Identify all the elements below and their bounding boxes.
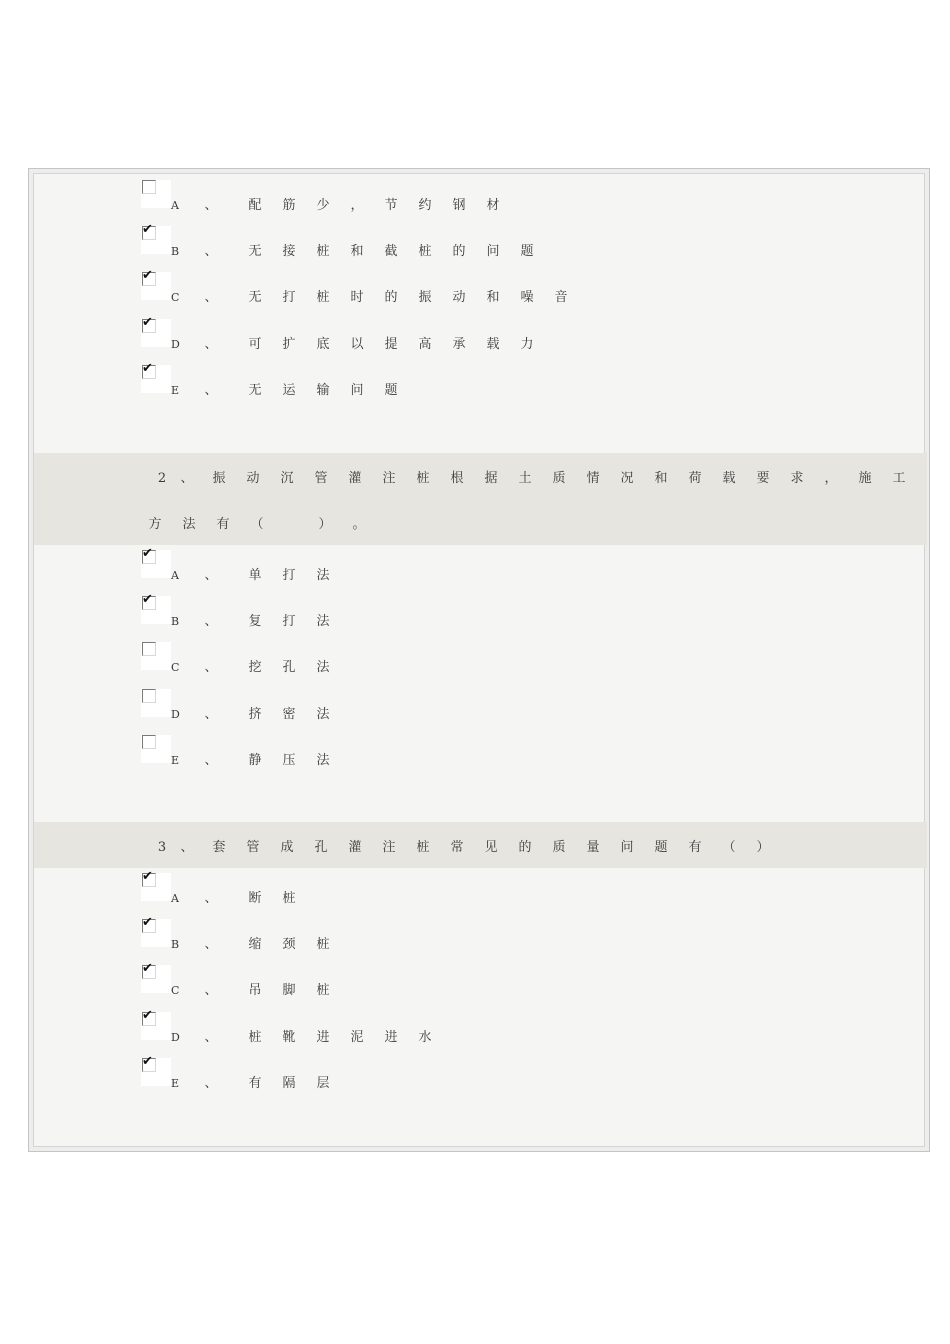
glyph: 方: [148, 516, 162, 532]
glyph: 量: [586, 839, 600, 855]
option-checkbox[interactable]: [141, 689, 171, 717]
option-checkbox[interactable]: [141, 869, 171, 901]
glyph: 求: [790, 470, 804, 486]
glyph: 的: [452, 244, 466, 260]
stem-text: [202, 836, 780, 855]
glyph: 约: [418, 198, 432, 213]
glyph: 进: [316, 1029, 330, 1045]
glyph: 问: [486, 244, 500, 260]
glyph: 根: [450, 470, 464, 486]
glyph: 法: [316, 660, 330, 676]
glyph: 题: [520, 244, 534, 260]
glyph: 时: [350, 290, 364, 306]
option-e[interactable]: [141, 360, 408, 398]
glyph: 桩: [416, 839, 430, 855]
glyph: 的: [384, 290, 398, 306]
glyph: ）: [756, 839, 770, 855]
glyph: 情: [586, 470, 600, 486]
glyph: 靴: [282, 1029, 296, 1045]
glyph: 无: [248, 244, 262, 260]
glyph: 打: [282, 290, 296, 306]
question-number: [152, 836, 202, 855]
glyph: （: [722, 839, 736, 855]
option-text: [238, 1072, 340, 1091]
option-c[interactable]: [141, 961, 340, 999]
option-label: [171, 180, 510, 213]
option-label: [171, 596, 340, 629]
glyph: 、: [204, 1029, 218, 1045]
option-checkbox[interactable]: [141, 360, 171, 393]
checkbox-box: [142, 642, 156, 656]
glyph: 提: [384, 336, 398, 352]
option-label: [171, 735, 340, 768]
glyph: 密: [282, 706, 296, 722]
glyph: 和: [486, 290, 500, 306]
stem-text: [138, 513, 376, 532]
glyph: 筋: [282, 198, 296, 213]
option-text: [238, 656, 340, 675]
glyph: 单: [248, 568, 262, 583]
glyph: 有: [216, 516, 230, 532]
check-icon: ✔: [142, 592, 153, 608]
option-label: [171, 365, 408, 398]
glyph: （: [250, 516, 264, 532]
glyph: 桩: [316, 244, 330, 260]
question-3-stem-line-1: [34, 822, 927, 868]
option-letter: E: [171, 753, 180, 767]
glyph: 、: [204, 614, 218, 630]
glyph: 振: [212, 470, 226, 486]
option-checkbox[interactable]: [141, 735, 171, 763]
glyph: 常: [450, 839, 464, 855]
glyph: 、: [180, 839, 194, 855]
glyph: 问: [350, 382, 364, 398]
glyph: 缩: [248, 937, 262, 953]
glyph: 扩: [282, 336, 296, 352]
option-a[interactable]: [141, 546, 340, 583]
glyph: 底: [316, 336, 330, 352]
option-label: [171, 319, 544, 352]
option-letter: C: [171, 661, 180, 675]
glyph: 工: [892, 470, 906, 486]
option-label: [171, 642, 340, 675]
glyph: 、: [204, 336, 218, 352]
glyph: 桩: [248, 1029, 262, 1045]
glyph: 断: [248, 891, 262, 906]
glyph: 承: [452, 336, 466, 352]
option-letter: D: [171, 707, 180, 721]
glyph: 2: [157, 470, 167, 486]
option-checkbox[interactable]: [141, 642, 171, 670]
glyph: 桩: [416, 470, 430, 486]
option-text: [238, 933, 340, 952]
check-icon: ✔: [142, 961, 153, 977]
glyph: 和: [654, 470, 668, 486]
glyph: 复: [248, 614, 262, 630]
glyph: 有: [248, 1075, 262, 1091]
glyph: 桩: [316, 290, 330, 306]
option-text: [238, 333, 544, 352]
glyph: 力: [520, 336, 534, 352]
option-e[interactable]: [141, 735, 340, 768]
option-checkbox[interactable]: [141, 1053, 171, 1086]
glyph: [274, 513, 308, 532]
glyph: 水: [418, 1029, 432, 1045]
option-checkbox[interactable]: [141, 180, 171, 208]
glyph: 噪: [520, 290, 534, 306]
glyph: 截: [384, 244, 398, 260]
glyph: 高: [418, 336, 432, 352]
glyph: 可: [248, 336, 262, 352]
glyph: 、: [204, 198, 218, 213]
option-checkbox[interactable]: [141, 222, 171, 254]
check-icon: ✔: [142, 222, 153, 238]
glyph: ）: [318, 516, 332, 532]
question-2-stem-line-2: [34, 499, 927, 545]
glyph: 打: [282, 568, 296, 583]
option-checkbox[interactable]: [141, 314, 171, 347]
glyph: 少: [316, 198, 330, 213]
option-a[interactable]: [141, 869, 306, 906]
option-checkbox[interactable]: [141, 268, 171, 300]
option-letter: D: [171, 337, 180, 351]
glyph: 音: [554, 290, 568, 306]
option-letter: C: [171, 984, 180, 998]
option-label: [171, 226, 544, 259]
checkbox-box: [142, 735, 156, 749]
stem-text: [202, 467, 916, 486]
glyph: 层: [316, 1075, 330, 1091]
glyph: 节: [384, 198, 398, 213]
option-label: [171, 550, 340, 583]
glyph: ，: [824, 470, 838, 486]
glyph: 载: [722, 470, 736, 486]
glyph: 注: [382, 470, 396, 486]
glyph: 沉: [280, 470, 294, 486]
glyph: 、: [204, 752, 218, 768]
glyph: 材: [486, 198, 500, 213]
glyph: 3: [157, 839, 167, 855]
glyph: 土: [518, 470, 532, 486]
glyph: 灌: [348, 470, 362, 486]
option-text: [238, 610, 340, 629]
glyph: 、: [204, 290, 218, 306]
glyph: 题: [384, 382, 398, 398]
glyph: 吊: [248, 983, 262, 999]
glyph: 管: [314, 470, 328, 486]
check-icon: ✔: [142, 869, 153, 884]
option-letter: A: [171, 892, 179, 905]
option-checkbox[interactable]: [141, 546, 171, 578]
option-letter: E: [171, 383, 180, 397]
option-d[interactable]: [141, 689, 340, 722]
option-c[interactable]: [141, 268, 578, 306]
option-e[interactable]: [141, 1053, 340, 1091]
glyph: 管: [246, 839, 260, 855]
glyph: 挖: [248, 660, 262, 676]
glyph: 质: [552, 470, 566, 486]
option-letter: B: [171, 615, 180, 629]
glyph: 、: [204, 937, 218, 953]
glyph: 桩: [418, 244, 432, 260]
option-checkbox[interactable]: [141, 915, 171, 947]
glyph: 以: [350, 336, 364, 352]
option-label: [171, 1058, 340, 1091]
glyph: 、: [204, 382, 218, 398]
glyph: 成: [280, 839, 294, 855]
option-a[interactable]: [141, 180, 510, 213]
glyph: 荷: [688, 470, 702, 486]
glyph: 钢: [452, 198, 466, 213]
glyph: 法: [316, 752, 330, 768]
glyph: 动: [452, 290, 466, 306]
glyph: 压: [282, 752, 296, 768]
glyph: 运: [282, 382, 296, 398]
glyph: 和: [350, 244, 364, 260]
checkbox-box: [142, 180, 156, 194]
glyph: 配: [248, 198, 262, 213]
option-text: [238, 887, 306, 906]
option-c[interactable]: [141, 642, 340, 676]
option-text: [238, 703, 340, 722]
glyph: 隔: [282, 1075, 296, 1091]
option-text: [238, 979, 340, 998]
glyph: 孔: [282, 660, 296, 676]
option-letter: C: [171, 291, 180, 305]
option-label: [171, 1012, 442, 1045]
question-3-stem: [34, 822, 927, 868]
glyph: 题: [654, 839, 668, 855]
glyph: 孔: [314, 839, 328, 855]
option-letter: E: [171, 1076, 180, 1090]
option-text: [238, 564, 340, 583]
glyph: 法: [182, 516, 196, 532]
glyph: 脚: [282, 983, 296, 999]
glyph: 振: [418, 290, 432, 306]
option-checkbox[interactable]: [141, 1007, 171, 1040]
glyph: 法: [316, 568, 330, 583]
glyph: 注: [382, 839, 396, 855]
check-icon: ✔: [142, 360, 153, 376]
glyph: 套: [212, 839, 226, 855]
glyph: 桩: [282, 891, 296, 906]
check-icon: ✔: [142, 1053, 153, 1069]
glyph: 有: [688, 839, 702, 855]
glyph: 静: [248, 752, 262, 768]
glyph: 无: [248, 290, 262, 306]
glyph: 灌: [348, 839, 362, 855]
glyph: 桩: [316, 937, 330, 953]
glyph: 的: [518, 839, 532, 855]
glyph: 况: [620, 470, 634, 486]
option-b[interactable]: [141, 592, 340, 630]
glyph: ，: [350, 198, 364, 213]
glyph: 据: [484, 470, 498, 486]
glyph: 桩: [316, 983, 330, 999]
check-icon: ✔: [142, 546, 153, 561]
option-letter: A: [171, 199, 179, 212]
option-label: [171, 272, 578, 305]
glyph: 输: [316, 382, 330, 398]
glyph: 进: [384, 1029, 398, 1045]
check-icon: ✔: [142, 1007, 153, 1023]
option-letter: A: [171, 569, 179, 582]
check-icon: ✔: [142, 915, 153, 931]
option-d[interactable]: [141, 314, 544, 352]
check-icon: ✔: [142, 268, 153, 284]
option-letter: D: [171, 1030, 180, 1044]
option-label: [171, 689, 340, 722]
option-text: [238, 379, 408, 398]
checkbox-box: [142, 689, 156, 703]
option-d[interactable]: [141, 1007, 442, 1045]
glyph: 泥: [350, 1029, 364, 1045]
glyph: 要: [756, 470, 770, 486]
question-2-stem: [34, 453, 927, 545]
option-text: [238, 286, 578, 305]
glyph: 、: [204, 568, 218, 583]
option-letter: B: [171, 938, 180, 952]
option-label: [171, 873, 306, 906]
option-text: [238, 749, 340, 768]
glyph: 、: [204, 660, 218, 676]
option-text: [238, 240, 544, 259]
glyph: 、: [204, 891, 218, 906]
glyph: 打: [282, 614, 296, 630]
option-label: [171, 965, 340, 998]
glyph: 、: [204, 983, 218, 999]
option-label: [171, 919, 340, 952]
question-2-stem-line-1: [34, 453, 927, 499]
glyph: 、: [204, 244, 218, 260]
glyph: 载: [486, 336, 500, 352]
option-checkbox[interactable]: [141, 961, 171, 993]
glyph: 。: [352, 516, 366, 532]
glyph: 质: [552, 839, 566, 855]
glyph: 、: [204, 706, 218, 722]
glyph: 挤: [248, 706, 262, 722]
glyph: 无: [248, 382, 262, 398]
glyph: 施: [858, 470, 872, 486]
check-icon: ✔: [142, 314, 153, 330]
glyph: 问: [620, 839, 634, 855]
glyph: 、: [204, 1075, 218, 1091]
option-text: [238, 194, 510, 213]
option-checkbox[interactable]: [141, 592, 171, 624]
glyph: 法: [316, 706, 330, 722]
glyph: 见: [484, 839, 498, 855]
glyph: 动: [246, 470, 260, 486]
option-letter: B: [171, 245, 180, 259]
option-b[interactable]: [141, 222, 544, 260]
option-text: [238, 1026, 442, 1045]
glyph: 法: [316, 614, 330, 630]
question-number: [152, 467, 202, 486]
glyph: 接: [282, 244, 296, 260]
glyph: 、: [180, 470, 194, 486]
option-b[interactable]: [141, 915, 340, 953]
glyph: 颈: [282, 937, 296, 953]
